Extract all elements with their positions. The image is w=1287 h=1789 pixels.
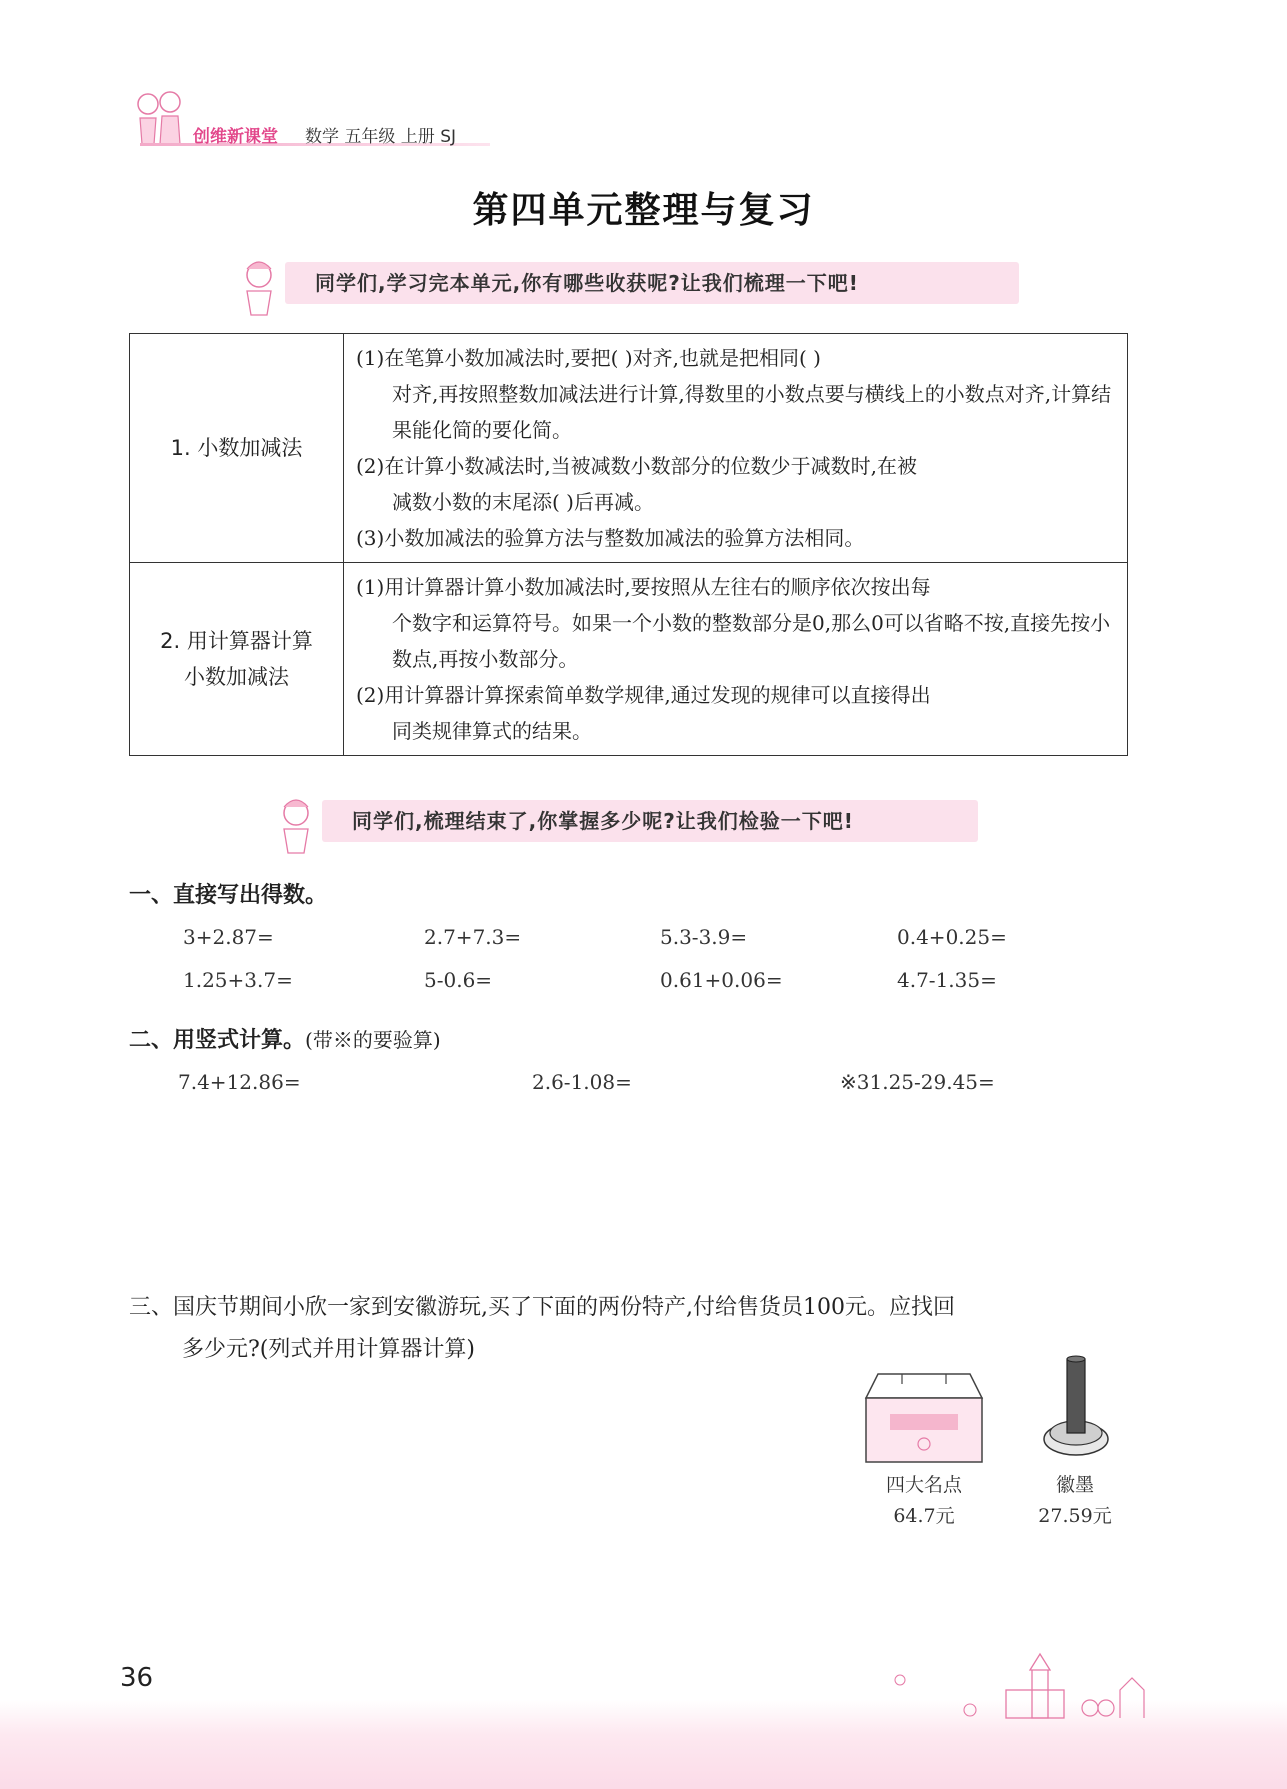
- point-text: 同类规律算式的结果。: [392, 719, 592, 743]
- equation: 7.4+12.86=: [178, 1070, 301, 1094]
- table-row: [130, 334, 1128, 563]
- equation: 0.61+0.06=: [660, 968, 783, 992]
- kids-illustration: [130, 88, 190, 150]
- section-title: 二、用竖式计算。: [129, 1028, 306, 1053]
- equation: 1.25+3.7=: [183, 968, 293, 992]
- review-table: [129, 333, 1128, 756]
- equation: 5.3-3.9=: [660, 925, 748, 949]
- product-name: 四大名点: [885, 1474, 962, 1496]
- point-text: (2)在计算小数减法时,当被减数小数部分的位数少于减数时,在被: [356, 454, 918, 478]
- section-note: (带※的要验算): [305, 1028, 441, 1052]
- pastry-box-icon: [862, 1370, 986, 1465]
- student-figure-icon: [237, 257, 281, 317]
- content-cell: [344, 563, 1128, 756]
- topic-cell: [130, 334, 344, 563]
- equation: 2.6-1.08=: [532, 1070, 632, 1094]
- page-title: 第四单元整理与复习: [472, 190, 815, 231]
- point-text: 个数字和运算符号。如果一个小数的整数部分是0,那么0可以省略不按,直接先按小数点,再按小数部分。: [392, 611, 1111, 671]
- point-text: (3)小数加减法的验算方法与整数加减法的验算方法相同。: [356, 526, 865, 550]
- point-text: (1)在笔算小数加减法时,要把( )对齐,也就是把相同( ): [356, 346, 821, 370]
- word-problem-line: 三、国庆节期间小欣一家到安徽游玩,买了下面的两份特产,付给售货员100元。应找回: [129, 1295, 955, 1320]
- topic-label: 2. 用计算器计算: [160, 629, 313, 653]
- content-cell: [344, 334, 1128, 563]
- product-price: 64.7元: [893, 1505, 955, 1527]
- page-number: 36: [120, 1663, 154, 1693]
- section-heading: 一、直接写出得数。: [129, 883, 328, 908]
- equation: 3+2.87=: [183, 925, 274, 949]
- review-banner: 同学们,学习完本单元,你有哪些收获呢?让我们梳理一下吧!: [285, 262, 1019, 304]
- point-text: 对齐,再按照整数加减法进行计算,得数里的小数点要与横线上的小数点对齐,计算结果能化简的要化简。: [392, 382, 1112, 442]
- word-problem-line: 多少元?(列式并用计算器计算): [182, 1337, 475, 1362]
- table-row: [130, 563, 1128, 756]
- topic-label: 1. 小数加减法: [170, 436, 303, 460]
- equation: 4.7-1.35=: [897, 968, 997, 992]
- product-name: 徽墨: [1055, 1474, 1094, 1496]
- castle-illustration: [880, 1650, 1180, 1720]
- check-banner: 同学们,梳理结束了,你掌握多少呢?让我们检验一下吧!: [322, 800, 978, 842]
- ink-stick-icon: [1040, 1355, 1112, 1460]
- point-text: 减数小数的末尾添( )后再减。: [392, 490, 654, 514]
- topic-cell: [130, 563, 344, 756]
- topic-label: 小数加减法: [184, 665, 289, 689]
- equation: 0.4+0.25=: [897, 925, 1007, 949]
- book-info: 数学 五年级 上册 SJ: [305, 127, 457, 147]
- product-price: 27.59元: [1038, 1505, 1112, 1527]
- equation: 5-0.6=: [424, 968, 493, 992]
- brand-name: 创维新课堂: [193, 127, 278, 147]
- point-text: (2)用计算器计算探索简单数学规律,通过发现的规律可以直接得出: [356, 683, 931, 707]
- student-figure-icon: [274, 795, 318, 855]
- point-text: (1)用计算器计算小数加减法时,要按照从左往右的顺序依次按出每: [356, 575, 931, 599]
- section-heading: [129, 1023, 441, 1054]
- equation: 2.7+7.3=: [424, 925, 522, 949]
- equation: ※31.25-29.45=: [840, 1070, 995, 1094]
